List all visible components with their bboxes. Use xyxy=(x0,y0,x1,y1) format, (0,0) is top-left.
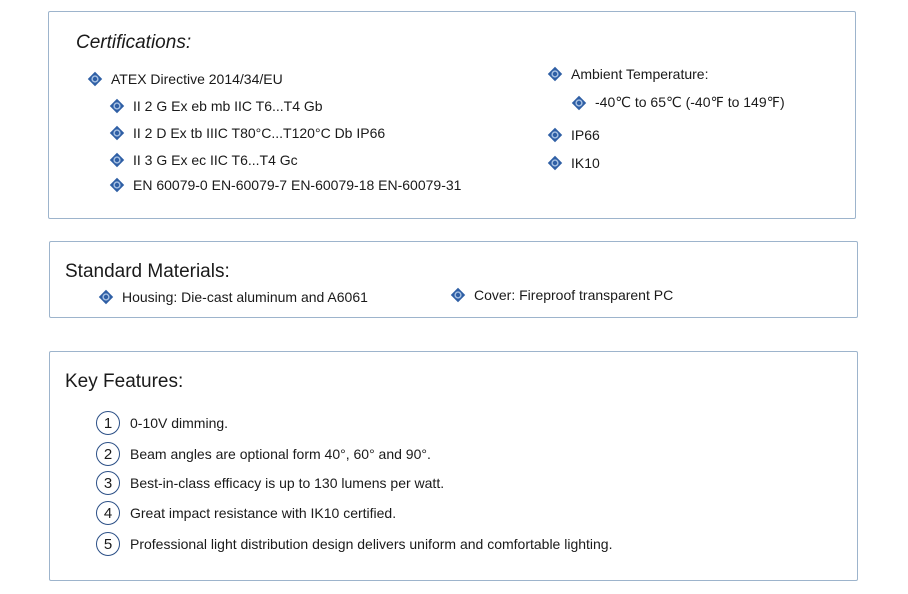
cert-sub-item xyxy=(109,152,298,168)
cert-item-ambient xyxy=(547,66,708,82)
cert-ambient-value-item xyxy=(571,94,785,111)
diamond-bullet-icon xyxy=(547,66,563,82)
cert-ambient-label: Ambient Temperature: xyxy=(571,66,709,82)
feature-text: Beam angles are optional form 40°, 60° and 90°. xyxy=(130,446,431,462)
circled-number-icon: 5 xyxy=(96,532,120,556)
certifications-panel xyxy=(48,11,856,219)
cert-sub-item-text: II 2 D Ex tb IIIC T80°C...T120°C Db IP66 xyxy=(133,125,386,141)
cert-ambient-value: -40℃ to 65℃ (-40℉ to 149℉) xyxy=(595,94,785,110)
material-item-cover xyxy=(450,287,673,303)
diamond-bullet-icon xyxy=(109,125,125,141)
diamond-bullet-icon xyxy=(98,289,114,305)
diamond-bullet-icon xyxy=(547,155,563,171)
material-item-housing xyxy=(98,289,368,305)
cert-item-ik xyxy=(547,155,600,171)
feature-text: Professional light distribution design delivers uniform and comfortable lighting. xyxy=(130,536,613,552)
cert-sub-item xyxy=(109,125,385,141)
cert-sub-item-text: II 3 G Ex ec IIC T6...T4 Gc xyxy=(133,152,298,168)
feature-item xyxy=(96,532,612,556)
feature-item xyxy=(96,471,444,495)
cert-item-ip xyxy=(547,127,600,143)
features-heading: Key Features: xyxy=(65,371,184,392)
features-panel xyxy=(49,351,858,581)
circled-number-icon: 4 xyxy=(96,501,120,525)
diamond-bullet-icon xyxy=(87,71,103,87)
materials-heading: Standard Materials: xyxy=(65,261,230,282)
diamond-bullet-icon xyxy=(109,98,125,114)
circled-number-icon: 3 xyxy=(96,471,120,495)
feature-text: Great impact resistance with IK10 certified. xyxy=(130,505,397,521)
cert-ip-rating: IP66 xyxy=(571,127,600,143)
materials-panel xyxy=(49,241,858,318)
cert-sub-item-text: II 2 G Ex eb mb IIC T6...T4 Gb xyxy=(133,98,323,114)
diamond-bullet-icon xyxy=(450,287,466,303)
cert-sub-item xyxy=(109,98,323,114)
cert-sub-item-text: EN 60079-0 EN-60079-7 EN-60079-18 EN-60079-31 xyxy=(133,177,462,193)
diamond-bullet-icon xyxy=(547,127,563,143)
feature-text: 0-10V dimming. xyxy=(130,415,229,431)
cert-item-atex xyxy=(87,71,283,87)
cert-sub-item xyxy=(109,177,461,193)
circled-number-icon: 2 xyxy=(96,442,120,466)
diamond-bullet-icon xyxy=(571,95,587,111)
feature-item xyxy=(96,442,431,466)
material-housing-text: Housing: Die-cast aluminum and A6061 xyxy=(122,289,368,305)
cert-atex-label: ATEX Directive 2014/34/EU xyxy=(111,71,283,87)
circled-number-icon: 1 xyxy=(96,411,120,435)
diamond-bullet-icon xyxy=(109,177,125,193)
feature-text: Best-in-class efficacy is up to 130 lumens per watt. xyxy=(130,475,445,491)
feature-item xyxy=(96,501,396,525)
diamond-bullet-icon xyxy=(109,152,125,168)
feature-item xyxy=(96,411,228,435)
certifications-heading: Certifications: xyxy=(76,32,192,53)
cert-ik-rating: IK10 xyxy=(571,155,600,171)
material-cover-text: Cover: Fireproof transparent PC xyxy=(474,287,674,303)
